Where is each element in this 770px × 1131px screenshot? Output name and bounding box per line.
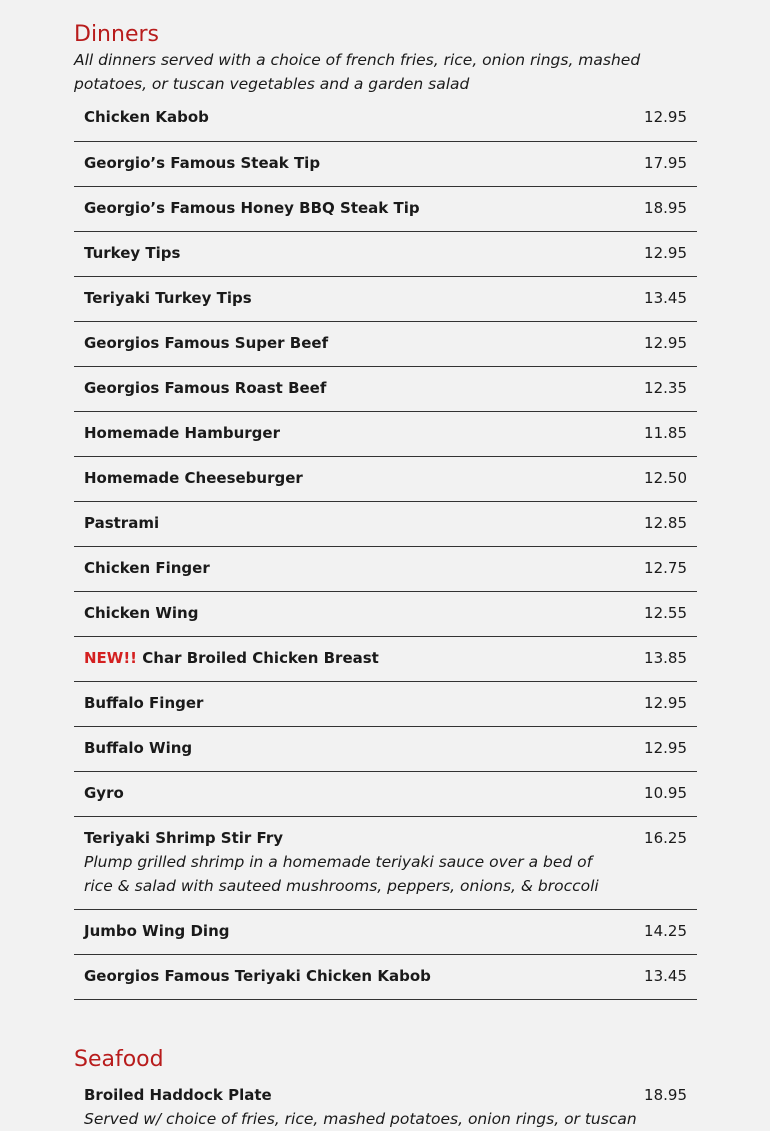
menu-item bbox=[74, 547, 697, 592]
section-title-dinners: Dinners bbox=[74, 22, 159, 47]
item-name: Teriyaki Turkey Tips bbox=[84, 289, 252, 307]
item-price: 12.85 bbox=[644, 514, 687, 532]
item-price: 14.25 bbox=[644, 922, 687, 940]
menu-item bbox=[74, 592, 697, 637]
item-price: 16.25 bbox=[644, 829, 687, 847]
section-title-seafood: Seafood bbox=[74, 1047, 164, 1072]
seafood-section bbox=[74, 1049, 697, 1131]
menu-item bbox=[74, 637, 697, 682]
item-price: 12.95 bbox=[644, 108, 687, 126]
item-name: Georgios Famous Teriyaki Chicken Kabob bbox=[84, 967, 431, 985]
item-name-with-badge bbox=[84, 646, 379, 670]
item-price: 12.95 bbox=[644, 244, 687, 262]
item-price: 12.95 bbox=[644, 739, 687, 757]
item-info bbox=[84, 826, 614, 898]
menu-item bbox=[74, 322, 697, 367]
item-price: 11.85 bbox=[644, 424, 687, 442]
item-price: 13.45 bbox=[644, 289, 687, 307]
item-price: 12.95 bbox=[644, 694, 687, 712]
item-name: Buffalo Finger bbox=[84, 694, 204, 712]
menu-item bbox=[74, 502, 697, 547]
item-name: Chicken Finger bbox=[84, 559, 210, 577]
menu-item bbox=[74, 955, 697, 1000]
item-price: 17.95 bbox=[644, 154, 687, 172]
item-price: 18.95 bbox=[644, 199, 687, 217]
menu-item bbox=[74, 232, 697, 277]
menu-item bbox=[74, 772, 697, 817]
menu-item bbox=[74, 187, 697, 232]
item-name: Homemade Cheeseburger bbox=[84, 469, 303, 487]
item-name: Buffalo Wing bbox=[84, 739, 193, 757]
item-price: 18.95 bbox=[644, 1086, 687, 1104]
section-description-dinners: All dinners served with a choice of french fries, rice, onion rings, mashed potatoes, or tuscan vegetables and a garden salad bbox=[74, 51, 641, 93]
menu-item bbox=[74, 910, 697, 955]
item-price: 12.75 bbox=[644, 559, 687, 577]
new-badge: NEW!! bbox=[84, 649, 138, 667]
menu-item bbox=[74, 367, 697, 412]
item-name: Georgios Famous Roast Beef bbox=[84, 379, 327, 397]
menu-item bbox=[74, 727, 697, 772]
item-name: Gyro bbox=[84, 784, 124, 802]
item-price: 12.95 bbox=[644, 334, 687, 352]
item-name: Georgios Famous Super Beef bbox=[84, 334, 329, 352]
menu-item bbox=[74, 277, 697, 322]
item-name: Turkey Tips bbox=[84, 244, 181, 262]
item-description: Plump grilled shrimp in a homemade teriyaki sauce over a bed of rice & salad with sauteed mushrooms, peppers, onions, & broccoli bbox=[84, 853, 599, 895]
menu-item bbox=[74, 142, 697, 187]
item-name: Chicken Kabob bbox=[84, 108, 209, 126]
menu-item bbox=[74, 682, 697, 727]
item-price: 12.55 bbox=[644, 604, 687, 622]
item-name: Georgio’s Famous Steak Tip bbox=[84, 154, 321, 172]
item-price: 12.35 bbox=[644, 379, 687, 397]
item-name: Chicken Wing bbox=[84, 604, 199, 622]
menu-item bbox=[74, 457, 697, 502]
menu-item bbox=[74, 1083, 697, 1131]
item-name: Homemade Hamburger bbox=[84, 424, 280, 442]
item-name: Char Broiled Chicken Breast bbox=[142, 649, 379, 667]
item-name: Teriyaki Shrimp Stir Fry bbox=[84, 829, 283, 847]
menu-item bbox=[74, 105, 697, 142]
item-price: 10.95 bbox=[644, 784, 687, 802]
item-info bbox=[84, 1083, 637, 1131]
dinner-items-list bbox=[74, 105, 697, 1000]
item-name: Jumbo Wing Ding bbox=[84, 922, 230, 940]
item-description: Served w/ choice of fries, rice, mashed potatoes, onion rings, or tuscan bbox=[84, 1110, 637, 1128]
item-price: 13.85 bbox=[644, 649, 687, 667]
item-name: Georgio’s Famous Honey BBQ Steak Tip bbox=[84, 199, 420, 217]
item-name: Pastrami bbox=[84, 514, 160, 532]
dinners-section bbox=[74, 24, 697, 1000]
item-name: Broiled Haddock Plate bbox=[84, 1086, 272, 1104]
menu-item bbox=[74, 412, 697, 457]
menu-item bbox=[74, 817, 697, 910]
item-price: 12.50 bbox=[644, 469, 687, 487]
item-price: 13.45 bbox=[644, 967, 687, 985]
